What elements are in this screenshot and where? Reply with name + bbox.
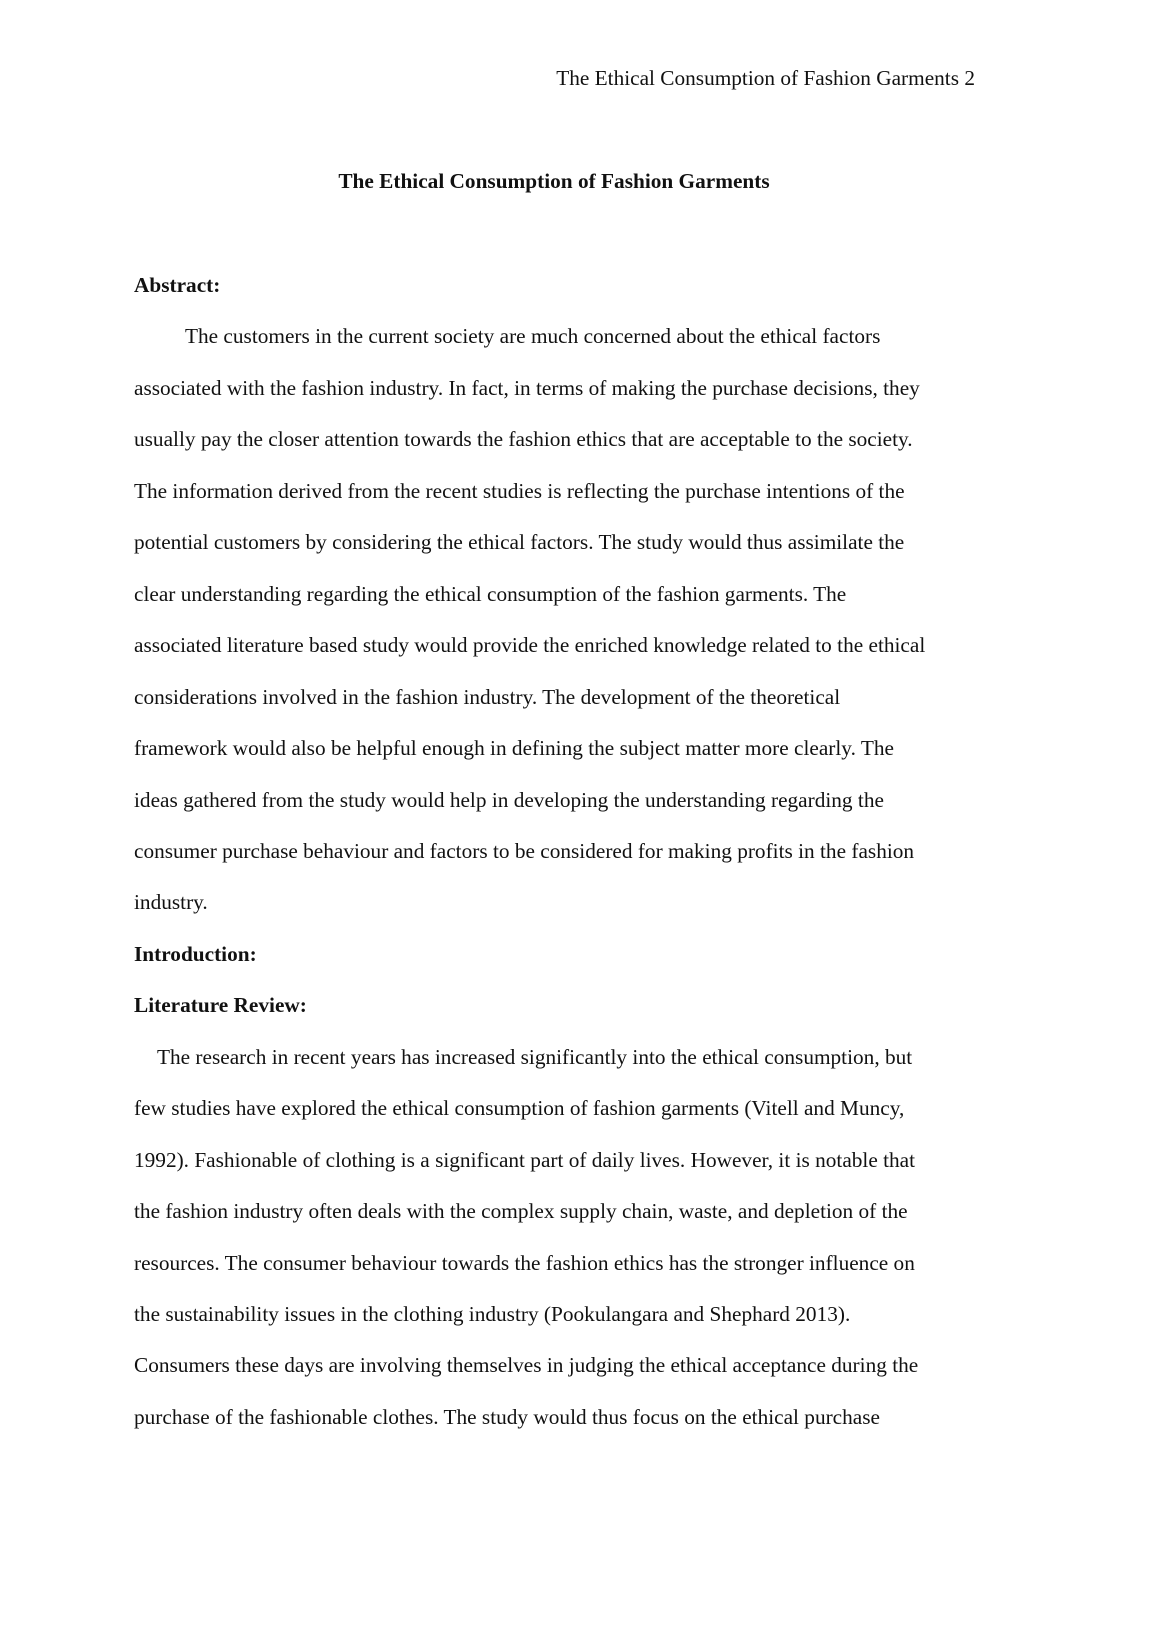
paragraph-line: The customers in the current society are much concerned about the ethical factors <box>185 324 881 349</box>
document-title: The Ethical Consumption of Fashion Garments <box>338 169 770 193</box>
paragraph-line: purchase of the fashionable clothes. The study would thus focus on the ethical purchase <box>134 1404 880 1429</box>
paragraph-line: associated with the fashion industry. In fact, in terms of making the purchase decisions, they <box>134 375 920 400</box>
paragraph-line: The information derived from the recent studies is reflecting the purchase intentions of the <box>134 478 905 503</box>
running-header: The Ethical Consumption of Fashion Garments 2 <box>556 66 975 90</box>
paragraph-line: the fashion industry often deals with the complex supply chain, waste, and depletion of the <box>134 1199 908 1224</box>
paragraph-line: The research in recent years has increased significantly into the ethical consumption, but <box>157 1044 913 1069</box>
paragraph-line: associated literature based study would provide the enriched knowledge related to the ethical <box>134 633 926 658</box>
paragraph-line: ideas gathered from the study would help in developing the understanding regarding the <box>134 787 884 812</box>
paragraph-line: considerations involved in the fashion industry. The development of the theoretical <box>134 684 841 709</box>
paragraph-line: resources. The consumer behaviour towards the fashion ethics has the stronger influence on <box>134 1250 915 1275</box>
paragraph-line: consumer purchase behaviour and factors to be considered for making profits in the fashion <box>134 838 915 863</box>
paragraph-line: 1992). Fashionable of clothing is a significant part of daily lives. However, it is notable that <box>134 1147 916 1172</box>
section-heading: Abstract: <box>134 273 221 297</box>
paragraph-line: few studies have explored the ethical consumption of fashion garments (Vitell and Muncy, <box>134 1096 905 1121</box>
paragraph-line: potential customers by considering the ethical factors. The study would thus assimilate the <box>134 530 905 555</box>
paragraph-line: framework would also be helpful enough in defining the subject matter more clearly. The <box>134 736 894 761</box>
section-heading: Introduction: <box>134 941 257 966</box>
paragraph-line: Consumers these days are involving themselves in judging the ethical acceptance during the <box>134 1353 919 1378</box>
paragraph-line: the sustainability issues in the clothing industry (Pookulangara and Shephard 2013). <box>134 1302 851 1326</box>
paragraph-line: usually pay the closer attention towards the fashion ethics that are acceptable to the society. <box>134 427 913 452</box>
section-heading: Literature Review: <box>134 993 307 1018</box>
paragraph-line: industry. <box>134 890 208 915</box>
paragraph-line: clear understanding regarding the ethical consumption of the fashion garments. The <box>134 581 847 606</box>
